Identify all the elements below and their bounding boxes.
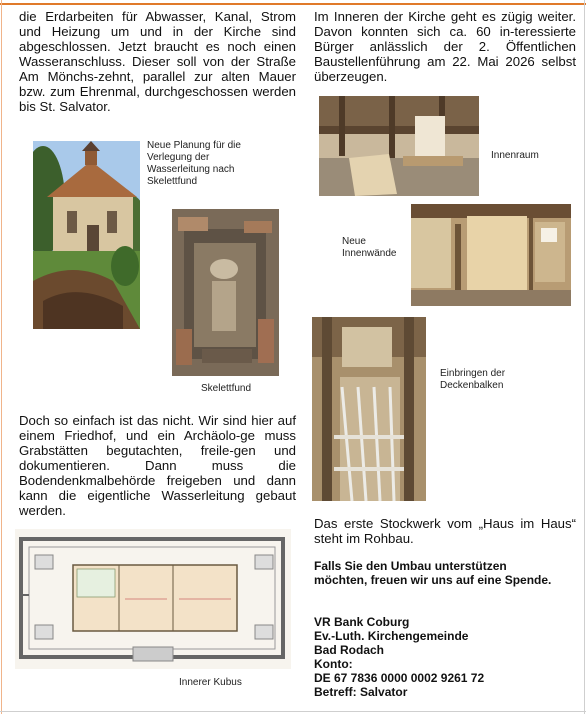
caption-plan: Innerer Kubus [179, 677, 242, 688]
left-paragraph-2: Doch so einfach ist das nicht. Wir sind hier auf einem Friedhof, und ein Archäolo-ge muss Grabstätten begutachten, freile-gen und dokumentieren. Dann muss die Bodendenkmalbehörde freigeben und dann kann die eigentliche Wasserleitung gebaut werden. [19, 413, 296, 518]
inner-walls-photo [411, 204, 571, 306]
bank-city: Bad Rodach [314, 643, 385, 657]
bank-details [314, 615, 574, 699]
bank-iban: DE 67 7836 0000 0002 9261 72 [314, 671, 485, 685]
interior-photo [319, 96, 479, 196]
caption-planning: Neue Planung für die Verlegung der Wasserleitung nach Skelettfund [147, 140, 241, 187]
bank-reference: Betreff: Salvator [314, 685, 408, 699]
top-accent-line [0, 3, 586, 5]
bank-account-label: Konto: [314, 657, 353, 671]
caption-walls: Neue Innenwände [342, 236, 397, 259]
right-paragraph-2: Das erste Stockwerk vom „Haus im Haus“ steht im Rohbau. [314, 516, 576, 546]
bank-recipient: Ev.-Luth. Kirchengemeinde [314, 629, 469, 643]
left-paragraph-1: die Erdarbeiten für Abwasser, Kanal, Strom und Heizung um und in der Kirche sind abgeschlossen. Jetzt braucht es noch einen Wasseranschluss. Dieser soll von der Straße Am Mönchs-zehnt, parallel zur alten Mauer bzw. zum Ehrenmal, durchgeschossen werden bis St. Salvator. [19, 9, 296, 114]
right-border [584, 0, 585, 714]
caption-interior: Innenraum [491, 150, 539, 161]
caption-beams: Einbringen der Deckenbalken [440, 368, 506, 391]
church-photo [33, 141, 140, 329]
floor-plan [15, 529, 291, 669]
caption-skeleton: Skelettfund [201, 383, 252, 394]
bank-name: VR Bank Coburg [314, 615, 410, 629]
skeleton-photo [172, 209, 279, 376]
ceiling-beams-photo [312, 317, 426, 501]
right-paragraph-1: Im Inneren der Kirche geht es zügig weiter. Davon konnten sich ca. 60 in-teressierte Bürger anlässlich der 2. Öffentlichen Baustellenführung am 22. Mai 2026 selbst überzeugen. [314, 9, 576, 84]
bottom-border [0, 711, 586, 712]
left-border [1, 0, 2, 714]
donation-appeal: Falls Sie den Umbau unterstützen möchten, freuen wir uns auf eine Spende. [314, 559, 552, 587]
